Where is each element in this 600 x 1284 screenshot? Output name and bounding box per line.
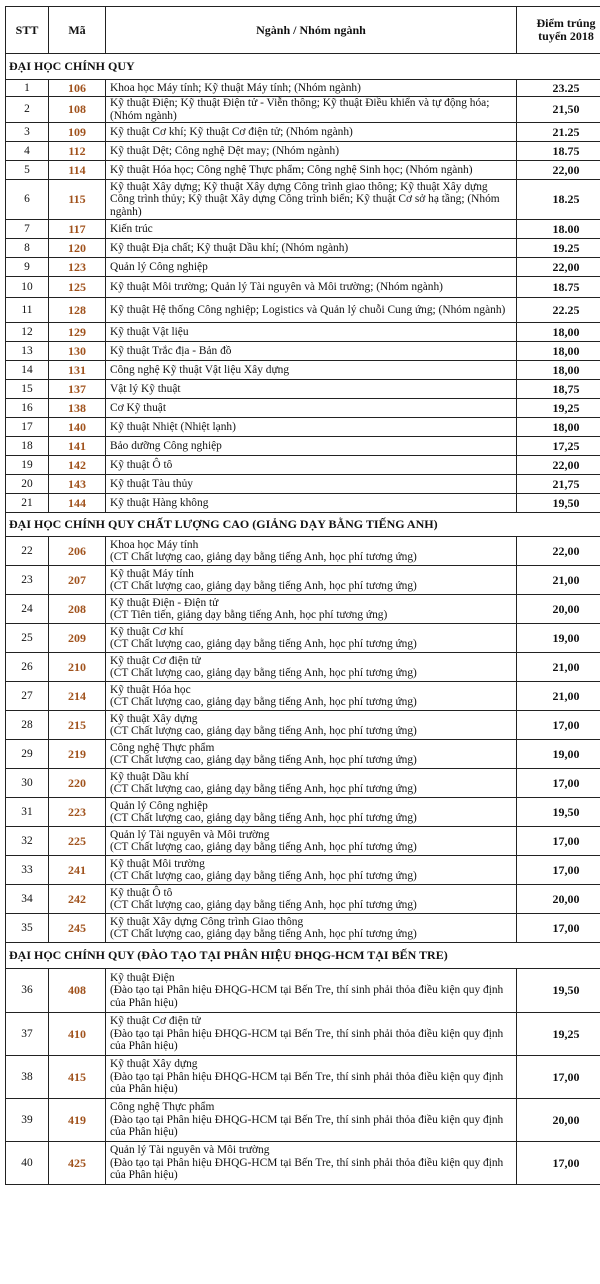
cell-stt: 9 — [6, 258, 49, 277]
cell-nganh — [106, 798, 517, 827]
cell-ma: 206 — [49, 537, 106, 566]
cell-diem: 19,50 — [517, 494, 600, 513]
header-ma: Mã — [49, 7, 106, 54]
cell-nganh — [106, 494, 517, 513]
cell-stt: 25 — [6, 624, 49, 653]
cell-ma: 125 — [49, 277, 106, 298]
nganh-name: Cơ Kỹ thuật — [110, 401, 167, 414]
cell-nganh — [106, 220, 517, 239]
cell-stt: 8 — [6, 239, 49, 258]
table-row — [6, 740, 600, 769]
section-header-row — [6, 54, 600, 80]
cell-ma: 215 — [49, 711, 106, 740]
nganh-note: (CT Chất lượng cao, giảng dạy bằng tiếng Anh, học phí tương ứng) — [110, 696, 417, 709]
cell-nganh — [106, 856, 517, 885]
cell-ma: 144 — [49, 494, 106, 513]
cell-ma: 141 — [49, 437, 106, 456]
nganh-note: (CT Chất lượng cao, giảng dạy bằng tiếng Anh, học phí tương ứng) — [110, 928, 417, 941]
cell-nganh — [106, 624, 517, 653]
cell-diem: 19,50 — [517, 798, 600, 827]
nganh-name: Kỹ thuật Xây dựng; Kỹ thuật Xây dựng Công trình giao thông; Kỹ thuật Xây dựng Công trình thủy; Kỹ thuật Xây dựng Công trình biển; Kỹ thuật Cơ sở hạ tầng; (Nhóm ngành) — [110, 180, 500, 218]
cell-stt: 28 — [6, 711, 49, 740]
cell-diem: 18.00 — [517, 220, 600, 239]
table-row — [6, 537, 600, 566]
table-row — [6, 437, 600, 456]
cell-ma: 117 — [49, 220, 106, 239]
table-row — [6, 798, 600, 827]
cell-nganh — [106, 914, 517, 943]
cell-ma: 114 — [49, 161, 106, 180]
cell-nganh — [106, 180, 517, 220]
cell-ma: 242 — [49, 885, 106, 914]
table-row — [6, 1142, 600, 1185]
cell-stt: 19 — [6, 456, 49, 475]
nganh-note: (Đào tạo tại Phân hiệu ĐHQG-HCM tại Bến Tre, thí sinh phải thỏa điều kiện quy định của Phân hiệu) — [110, 1156, 504, 1182]
nganh-name: Bảo dưỡng Công nghiệp — [110, 439, 222, 452]
nganh-name: Kỹ thuật Môi trường — [110, 857, 205, 870]
cell-ma: 137 — [49, 380, 106, 399]
section-title: ĐẠI HỌC CHÍNH QUY (ĐÀO TẠO TẠI PHÂN HIỆU ĐHQG-HCM TẠI BẾN TRE) — [6, 943, 600, 969]
cell-diem: 19.25 — [517, 239, 600, 258]
cell-ma: 207 — [49, 566, 106, 595]
cell-nganh — [106, 258, 517, 277]
table-row — [6, 298, 600, 323]
cell-stt: 37 — [6, 1013, 49, 1056]
nganh-note: (CT Chất lượng cao, giảng dạy bằng tiếng Anh, học phí tương ứng) — [110, 870, 417, 883]
nganh-name: Kỹ thuật Dệt; Công nghệ Dệt may; (Nhóm ngành) — [110, 144, 340, 157]
cell-diem: 21,75 — [517, 475, 600, 494]
table-row — [6, 1099, 600, 1142]
table-row — [6, 914, 600, 943]
cell-nganh — [106, 161, 517, 180]
table-body — [6, 54, 600, 1185]
cell-nganh — [106, 123, 517, 142]
cell-stt: 7 — [6, 220, 49, 239]
header-diem-line1: Điểm trúng — [536, 16, 596, 31]
nganh-name: Kỹ thuật Hóa học; Công nghệ Thực phẩm; Công nghệ Sinh học; (Nhóm ngành) — [110, 163, 473, 176]
cell-diem: 17,25 — [517, 437, 600, 456]
nganh-name: Kỹ thuật Xây dựng — [110, 1058, 198, 1071]
cell-stt: 1 — [6, 80, 49, 97]
cell-ma: 220 — [49, 769, 106, 798]
nganh-name: Khoa học Máy tính; Kỹ thuật Máy tính; (Nhóm ngành) — [110, 81, 361, 94]
cell-nganh — [106, 885, 517, 914]
cell-stt: 5 — [6, 161, 49, 180]
nganh-note: (CT Chất lượng cao, giảng dạy bằng tiếng Anh, học phí tương ứng) — [110, 812, 417, 825]
table-row — [6, 653, 600, 682]
cell-diem: 19,00 — [517, 740, 600, 769]
cell-diem: 18,00 — [517, 323, 600, 342]
cell-stt: 14 — [6, 361, 49, 380]
cell-diem: 17,00 — [517, 1056, 600, 1099]
nganh-name: Công nghệ Thực phẩm — [110, 1101, 215, 1114]
nganh-name: Vật lý Kỹ thuật — [110, 382, 181, 395]
table-row — [6, 682, 600, 711]
nganh-name: Kỹ thuật Hàng không — [110, 496, 209, 509]
cell-stt: 15 — [6, 380, 49, 399]
table-row — [6, 142, 600, 161]
cell-diem: 17,00 — [517, 711, 600, 740]
cell-diem: 17,00 — [517, 827, 600, 856]
nganh-note: (Đào tạo tại Phân hiệu ĐHQG-HCM tại Bến Tre, thí sinh phải thỏa điều kiện quy định của Phân hiệu) — [110, 1113, 504, 1139]
cell-nganh — [106, 239, 517, 258]
cell-nganh — [106, 418, 517, 437]
cell-ma: 140 — [49, 418, 106, 437]
cell-nganh — [106, 1142, 517, 1185]
header-stt: STT — [6, 7, 49, 54]
cell-diem: 19,25 — [517, 399, 600, 418]
cell-ma: 419 — [49, 1099, 106, 1142]
nganh-name: Kỹ thuật Điện; Kỹ thuật Điện tử - Viễn thông; Kỹ thuật Điều khiển và tự động hóa; (Nhóm ngành) — [110, 97, 490, 122]
admission-scores-document — [5, 6, 595, 1185]
nganh-name: Kỹ thuật Cơ điện tử — [110, 1015, 201, 1028]
cell-diem: 17,00 — [517, 769, 600, 798]
nganh-name: Kỹ thuật Xây dựng Công trình Giao thông — [110, 915, 304, 928]
cell-ma: 120 — [49, 239, 106, 258]
cell-nganh — [106, 277, 517, 298]
cell-nganh — [106, 969, 517, 1013]
cell-stt: 2 — [6, 97, 49, 123]
cell-ma: 115 — [49, 180, 106, 220]
nganh-name: Kỹ thuật Ô tô — [110, 886, 173, 899]
cell-diem: 19,50 — [517, 969, 600, 1013]
cell-stt: 6 — [6, 180, 49, 220]
cell-ma: 129 — [49, 323, 106, 342]
cell-stt: 23 — [6, 566, 49, 595]
nganh-name: Công nghệ Thực phẩm — [110, 741, 215, 754]
table-row — [6, 161, 600, 180]
cell-nganh — [106, 399, 517, 418]
cell-nganh — [106, 827, 517, 856]
table-row — [6, 969, 600, 1013]
cell-nganh — [106, 740, 517, 769]
cell-stt: 34 — [6, 885, 49, 914]
table-row — [6, 258, 600, 277]
table-row — [6, 80, 600, 97]
cell-stt: 11 — [6, 298, 49, 323]
cell-diem: 21,50 — [517, 97, 600, 123]
cell-diem: 21,00 — [517, 566, 600, 595]
nganh-name: Kỹ thuật Trắc địa - Bản đồ — [110, 344, 232, 357]
nganh-note: (CT Chất lượng cao, giảng dạy bằng tiếng Anh, học phí tương ứng) — [110, 725, 417, 738]
table-row — [6, 624, 600, 653]
table-row — [6, 475, 600, 494]
nganh-note: (CT Chất lượng cao, giảng dạy bằng tiếng Anh, học phí tương ứng) — [110, 783, 417, 796]
cell-stt: 27 — [6, 682, 49, 711]
table-row — [6, 342, 600, 361]
cell-nganh — [106, 711, 517, 740]
nganh-name: Kỹ thuật Địa chất; Kỹ thuật Dầu khí; (Nhóm ngành) — [110, 241, 349, 254]
table-row — [6, 361, 600, 380]
nganh-name: Kỹ thuật Ô tô — [110, 458, 173, 471]
cell-stt: 16 — [6, 399, 49, 418]
cell-diem: 18.25 — [517, 180, 600, 220]
cell-nganh — [106, 298, 517, 323]
header-nganh: Ngành / Nhóm ngành — [106, 7, 517, 54]
cell-ma: 408 — [49, 969, 106, 1013]
nganh-name: Kỹ thuật Dầu khí — [110, 770, 189, 783]
cell-nganh — [106, 1056, 517, 1099]
nganh-name: Kỹ thuật Nhiệt (Nhiệt lạnh) — [110, 420, 236, 433]
cell-nganh — [106, 475, 517, 494]
cell-nganh — [106, 537, 517, 566]
cell-stt: 40 — [6, 1142, 49, 1185]
table-row — [6, 827, 600, 856]
cell-diem: 21,00 — [517, 653, 600, 682]
cell-diem: 18,75 — [517, 380, 600, 399]
table-row — [6, 856, 600, 885]
cell-nganh — [106, 361, 517, 380]
cell-diem: 17,00 — [517, 914, 600, 943]
cell-diem: 18.75 — [517, 277, 600, 298]
section-title: ĐẠI HỌC CHÍNH QUY — [6, 54, 600, 80]
cell-nganh — [106, 142, 517, 161]
cell-ma: 219 — [49, 740, 106, 769]
table-row — [6, 418, 600, 437]
cell-stt: 39 — [6, 1099, 49, 1142]
cell-stt: 30 — [6, 769, 49, 798]
cell-ma: 245 — [49, 914, 106, 943]
cell-stt: 22 — [6, 537, 49, 566]
nganh-name: Kỹ thuật Điện - Điện tử — [110, 596, 219, 609]
table-row — [6, 220, 600, 239]
cell-diem: 17,00 — [517, 856, 600, 885]
section-title: ĐẠI HỌC CHÍNH QUY CHẤT LƯỢNG CAO (GIẢNG DẠY BẰNG TIẾNG ANH) — [6, 513, 600, 537]
cell-stt: 31 — [6, 798, 49, 827]
cell-ma: 128 — [49, 298, 106, 323]
nganh-note: (Đào tạo tại Phân hiệu ĐHQG-HCM tại Bến Tre, thí sinh phải thỏa điều kiện quy định của Phân hiệu) — [110, 1070, 504, 1096]
cell-stt: 35 — [6, 914, 49, 943]
table-row — [6, 277, 600, 298]
cell-nganh — [106, 653, 517, 682]
cell-ma: 241 — [49, 856, 106, 885]
nganh-name: Kỹ thuật Điện — [110, 971, 175, 984]
cell-stt: 13 — [6, 342, 49, 361]
cell-stt: 26 — [6, 653, 49, 682]
admission-scores-table — [5, 6, 600, 1185]
table-row — [6, 494, 600, 513]
table-row — [6, 239, 600, 258]
table-row — [6, 1056, 600, 1099]
table-row — [6, 123, 600, 142]
cell-stt: 18 — [6, 437, 49, 456]
nganh-name: Quản lý Tài nguyên và Môi trường — [110, 828, 270, 841]
cell-diem: 22,00 — [517, 537, 600, 566]
cell-diem: 18,00 — [517, 361, 600, 380]
cell-diem: 20,00 — [517, 595, 600, 624]
cell-diem: 19,00 — [517, 624, 600, 653]
cell-diem: 20,00 — [517, 885, 600, 914]
cell-diem: 18.75 — [517, 142, 600, 161]
cell-stt: 10 — [6, 277, 49, 298]
table-row — [6, 399, 600, 418]
table-row — [6, 711, 600, 740]
nganh-name: Kỹ thuật Máy tính — [110, 567, 194, 580]
cell-diem: 21.25 — [517, 123, 600, 142]
cell-stt: 21 — [6, 494, 49, 513]
cell-diem: 21,00 — [517, 682, 600, 711]
nganh-name: Quản lý Công nghiệp — [110, 260, 208, 273]
nganh-name: Kỹ thuật Hóa học — [110, 683, 191, 696]
nganh-note: (Đào tạo tại Phân hiệu ĐHQG-HCM tại Bến Tre, thí sinh phải thỏa điều kiện quy định của Phân hiệu) — [110, 1027, 504, 1053]
cell-ma: 106 — [49, 80, 106, 97]
cell-diem: 22,00 — [517, 161, 600, 180]
cell-ma: 223 — [49, 798, 106, 827]
cell-ma: 108 — [49, 97, 106, 123]
cell-nganh — [106, 380, 517, 399]
cell-diem: 20,00 — [517, 1099, 600, 1142]
cell-nganh — [106, 682, 517, 711]
cell-diem: 22,00 — [517, 456, 600, 475]
cell-ma: 112 — [49, 142, 106, 161]
nganh-name: Kỹ thuật Cơ khí — [110, 625, 184, 638]
table-row — [6, 1013, 600, 1056]
table-row — [6, 97, 600, 123]
cell-diem: 22,00 — [517, 258, 600, 277]
nganh-note: (CT Chất lượng cao, giảng dạy bằng tiếng Anh, học phí tương ứng) — [110, 667, 417, 680]
cell-nganh — [106, 323, 517, 342]
nganh-name: Kỹ thuật Cơ điện tử — [110, 654, 201, 667]
cell-ma: 209 — [49, 624, 106, 653]
cell-diem: 23.25 — [517, 80, 600, 97]
nganh-note: (CT Chất lượng cao, giảng dạy bằng tiếng Anh, học phí tương ứng) — [110, 754, 417, 767]
cell-stt: 17 — [6, 418, 49, 437]
cell-ma: 109 — [49, 123, 106, 142]
nganh-name: Kỹ thuật Vật liệu — [110, 325, 189, 338]
cell-stt: 3 — [6, 123, 49, 142]
nganh-note: (CT Chất lượng cao, giảng dạy bằng tiếng Anh, học phí tương ứng) — [110, 899, 417, 912]
header-diem — [517, 7, 600, 54]
table-row — [6, 180, 600, 220]
cell-nganh — [106, 342, 517, 361]
nganh-name: Kỹ thuật Hệ thống Công nghiệp; Logistics và Quản lý chuỗi Cung ứng; (Nhóm ngành) — [110, 303, 506, 316]
cell-diem: 22.25 — [517, 298, 600, 323]
nganh-note: (CT Chất lượng cao, giảng dạy bằng tiếng Anh, học phí tương ứng) — [110, 638, 417, 651]
nganh-name: Khoa học Máy tính — [110, 538, 199, 551]
section-header-row — [6, 513, 600, 537]
cell-diem: 19,25 — [517, 1013, 600, 1056]
cell-stt: 20 — [6, 475, 49, 494]
cell-ma: 131 — [49, 361, 106, 380]
cell-stt: 36 — [6, 969, 49, 1013]
nganh-note: (CT Chất lượng cao, giảng dạy bằng tiếng Anh, học phí tương ứng) — [110, 580, 417, 593]
cell-nganh — [106, 437, 517, 456]
cell-ma: 210 — [49, 653, 106, 682]
nganh-name: Kiến trúc — [110, 222, 153, 235]
cell-ma: 214 — [49, 682, 106, 711]
nganh-name: Kỹ thuật Môi trường; Quản lý Tài nguyên và Môi trường; (Nhóm ngành) — [110, 280, 443, 293]
cell-ma: 225 — [49, 827, 106, 856]
cell-ma: 415 — [49, 1056, 106, 1099]
cell-ma: 130 — [49, 342, 106, 361]
header-diem-line2: tuyển 2018 — [538, 29, 594, 43]
cell-nganh — [106, 1013, 517, 1056]
cell-nganh — [106, 595, 517, 624]
table-row — [6, 323, 600, 342]
cell-nganh — [106, 1099, 517, 1142]
cell-stt: 32 — [6, 827, 49, 856]
nganh-name: Kỹ thuật Tàu thủy — [110, 477, 193, 490]
section-header-row — [6, 943, 600, 969]
nganh-note: (Đào tạo tại Phân hiệu ĐHQG-HCM tại Bến Tre, thí sinh phải thỏa điều kiện quy định của Phân hiệu) — [110, 984, 504, 1009]
cell-nganh — [106, 97, 517, 123]
cell-stt: 12 — [6, 323, 49, 342]
cell-stt: 33 — [6, 856, 49, 885]
cell-diem: 18,00 — [517, 342, 600, 361]
cell-ma: 143 — [49, 475, 106, 494]
cell-nganh — [106, 769, 517, 798]
cell-ma: 208 — [49, 595, 106, 624]
cell-nganh — [106, 566, 517, 595]
cell-diem: 17,00 — [517, 1142, 600, 1185]
nganh-name: Công nghệ Kỹ thuật Vật liệu Xây dựng — [110, 363, 290, 376]
table-row — [6, 456, 600, 475]
cell-stt: 4 — [6, 142, 49, 161]
table-header-row — [6, 7, 600, 54]
nganh-name: Quản lý Tài nguyên và Môi trường — [110, 1144, 270, 1157]
cell-nganh — [106, 456, 517, 475]
nganh-name: Quản lý Công nghiệp — [110, 799, 208, 812]
nganh-note: (CT Tiên tiến, giảng dạy bằng tiếng Anh, học phí tương ứng) — [110, 609, 388, 622]
nganh-name: Kỹ thuật Xây dựng — [110, 712, 198, 725]
cell-ma: 142 — [49, 456, 106, 475]
cell-ma: 425 — [49, 1142, 106, 1185]
cell-nganh — [106, 80, 517, 97]
cell-stt: 29 — [6, 740, 49, 769]
cell-diem: 18,00 — [517, 418, 600, 437]
table-row — [6, 885, 600, 914]
cell-ma: 410 — [49, 1013, 106, 1056]
nganh-note: (CT Chất lượng cao, giảng dạy bằng tiếng Anh, học phí tương ứng) — [110, 841, 417, 854]
table-row — [6, 595, 600, 624]
nganh-note: (CT Chất lượng cao, giảng dạy bằng tiếng Anh, học phí tương ứng) — [110, 551, 417, 564]
cell-ma: 138 — [49, 399, 106, 418]
table-row — [6, 380, 600, 399]
cell-stt: 24 — [6, 595, 49, 624]
table-row — [6, 566, 600, 595]
cell-ma: 123 — [49, 258, 106, 277]
cell-stt: 38 — [6, 1056, 49, 1099]
nganh-name: Kỹ thuật Cơ khí; Kỹ thuật Cơ điện tử; (Nhóm ngành) — [110, 125, 353, 138]
table-row — [6, 769, 600, 798]
